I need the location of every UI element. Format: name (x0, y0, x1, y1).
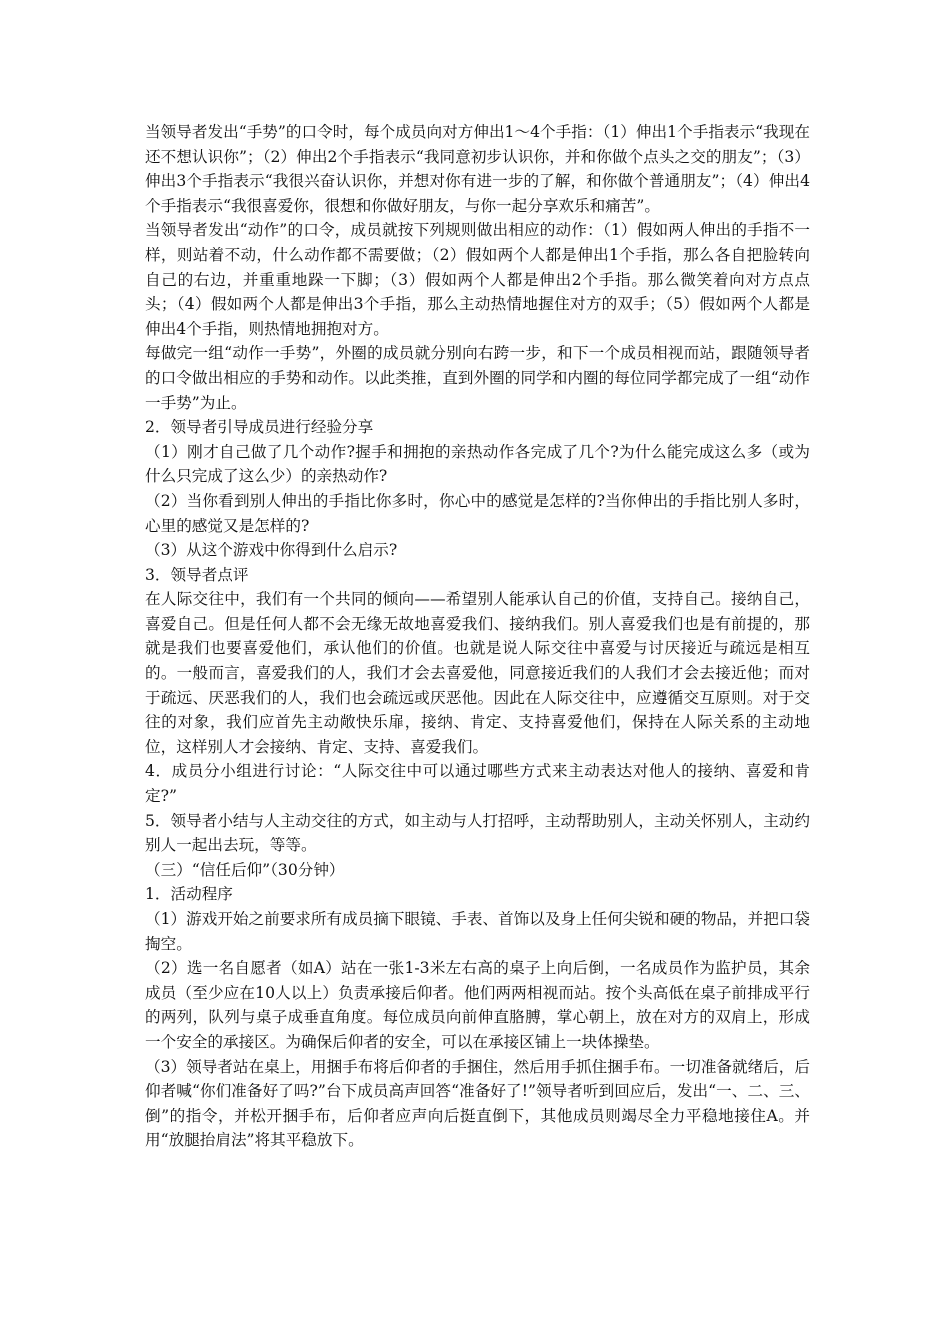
question-2: （2）当你看到别人伸出的手指比你多时，你心中的感觉是怎样的?当你伸出的手指比别人多时，心里的感觉又是怎样的? (145, 491, 810, 535)
procedure-step-3: （3）领导者站在桌上，用捆手布将后仰者的手捆住，然后用手抓住捆手布。一切准备就绪后，后仰者喊“你们准备好了吗?”台下成员高声回答“准备好了!”领导者听到回应后，发出“一、二、三、倒”的指令，并松开捆手布，后仰者应声向后挺直倒下，其他成员则竭尽全力平稳地接住A。并用“放腿抬肩法”将其平稳放下。 (145, 1057, 810, 1150)
heading-activity-procedure: 1．活动程序 (145, 885, 233, 904)
question-3: （3）从这个游戏中你得到什么启示? (145, 541, 398, 560)
paragraph-gesture-rules: 当领导者发出“手势”的口令时，每个成员向对方伸出1～4个手指：（1）伸出1个手指表示“我现在还不想认识你”；（2）伸出2个手指表示“我同意初步认识你，并和你做个点头之交的朋友”；（3）伸出3个手指表示“我很兴奋认识你，并想对你有进一步的了解，和你做个普通朋友”；（4）伸出4个手指表示“我很喜爱你，很想和你做好朋友，与你一起分享欢乐和痛苦”。 (145, 123, 810, 215)
paragraph-leader-comment: 在人际交往中，我们有一个共同的倾向——希望别人能承认自己的价值，支持自己。接纳自己，喜爱自己。但是任何人都不会无缘无故地喜爱我们、接纳我们。别人喜爱我们也是有前提的，那就是我们也要喜爱他们，承认他们的价值。也就是说人际交往中喜爱与讨厌接近与疏远是相互的。一般而言，喜爱我们的人，我们才会去喜爱他，同意接近我们的人我们才会去接近他；而对于疏远、厌恶我们的人，我们也会疏远或厌恶他。因此在人际交往中，应遵循交互原则。对于交往的对象，我们应首先主动敞快乐扉，接纳、肯定、支持喜爱他们，保持在人际关系的主动地位，这样别人才会接纳、肯定、支持、喜爱我们。 (145, 590, 810, 756)
document-body (145, 120, 810, 1153)
procedure-step-1: （1）游戏开始之前要求所有成员摘下眼镜、手表、首饰以及身上任何尖锐和硬的物品，并把口袋掏空。 (145, 910, 810, 953)
item-group-discussion: 4．成员分小组进行讨论：“人际交往中可以通过哪些方式来主动表达对他人的接纳、喜爱和肯定?” (145, 762, 810, 806)
item-leader-summary: 5．领导者小结与人主动交往的方式，如主动与人打招呼，主动帮助别人，主动关怀别人，主动约别人一起出去玩，等等。 (145, 811, 810, 855)
question-1: （1）刚才自己做了几个动作?握手和拥抱的亲热动作各完成了几个?为什么能完成这么多（或为什么只完成了这么少）的亲热动作? (145, 442, 810, 486)
paragraph-rotation: 每做完一组“动作一手势”，外圈的成员就分别向右跨一步，和下一个成员相视而站，跟随领导者的口令做出相应的手势和动作。以此类推，直到外圈的同学和内圈的每位同学都完成了一组“动作一手势”为止。 (145, 344, 810, 412)
heading-experience-sharing: 2．领导者引导成员进行经验分享 (145, 418, 374, 437)
procedure-step-2: （2）选一名自愿者（如A）站在一张1-3米左右高的桌子上向后倒，一名成员作为监护员，其余成员（至少应在10人以上）负责承接后仰者。他们两两相视而站。按个头高低在桌子前排成平行的两列，队列与桌子成垂直角度。每位成员向前伸直胳膊，掌心朝上，放在对方的双肩上，形成一个安全的承接区。为确保后仰者的安全，可以在承接区铺上一块体操垫。 (145, 959, 810, 1051)
section-trust-fall: （三）“信任后仰”（30分钟） (145, 860, 345, 879)
heading-leader-comment: 3．领导者点评 (145, 565, 249, 584)
paragraph-action-rules: 当领导者发出“动作”的口令，成员就按下列规则做出相应的动作：（1）假如两人伸出的手指不一样，则站着不动，什么动作都不需要做；（2）假如两个人都是伸出1个手指，那么各自把脸转向自己的右边，并重重地跺一下脚；（3）假如两个人都是伸出2个手指。那么微笑着向对方点点头；（4）假如两个人都是伸出3个手指，那么主动热情地握住对方的双手；（5）假如两个人都是伸出4个手指，则热情地拥抱对方。 (145, 221, 810, 338)
